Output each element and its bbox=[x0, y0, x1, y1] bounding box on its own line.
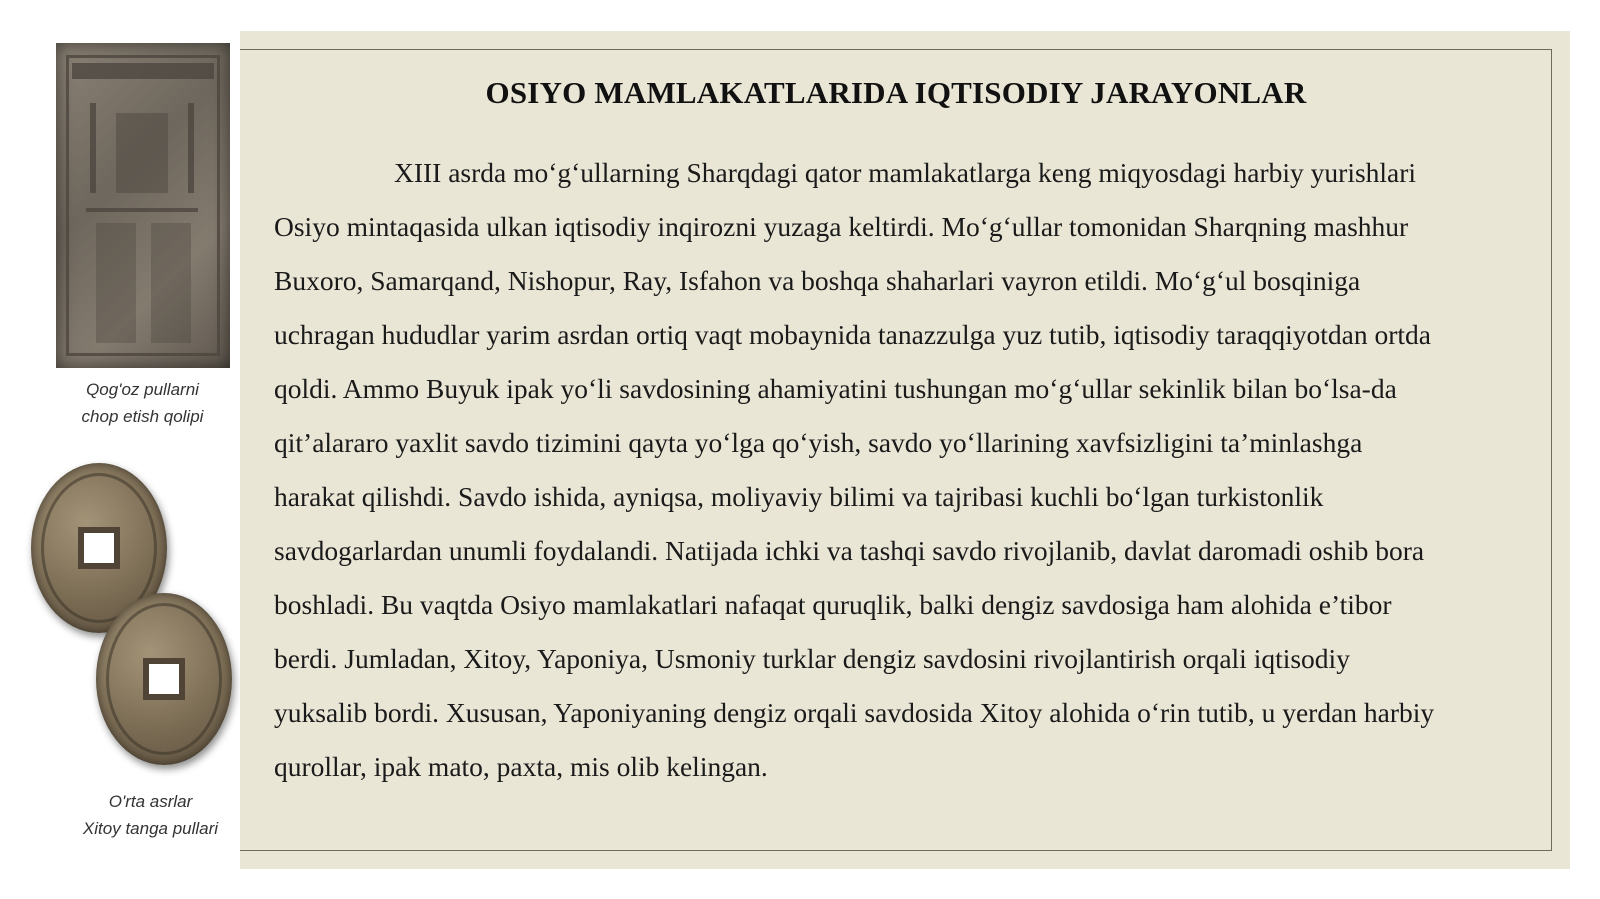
printing-block-text-area bbox=[96, 223, 136, 343]
caption-line: Qog'oz pullarni bbox=[86, 380, 199, 399]
paragraph-line: uchragan hududlar yarim asrdan ortiq vaqt mobaynida tanazzulga yuz tutib, iqtisodiy taraqqiyotdan ortda bbox=[274, 319, 1431, 350]
paragraph-line: Osiyo mintaqasida ulkan iqtisodiy inqirozni yuzaga keltirdi. Mo‘g‘ullar tomonidan Sharqning mashhur bbox=[274, 211, 1409, 242]
paper-money-printing-block-image bbox=[56, 43, 230, 368]
text-panel bbox=[240, 31, 1570, 869]
caption-line: O'rta asrlar bbox=[108, 792, 193, 811]
paragraph-line: savdogarlardan unumli foydalandi. Natijada ichki va tashqi savdo rivojlanib, davlat daromadi oshib bora bbox=[274, 535, 1425, 566]
printing-block-center-panel bbox=[116, 113, 168, 193]
printing-block-divider bbox=[86, 208, 198, 212]
coins-caption bbox=[48, 788, 253, 842]
printing-block-frame bbox=[66, 55, 220, 356]
page-title: OSIYO MAMLAKATLARIDA IQTISODIY JARAYONLAR bbox=[485, 75, 1307, 110]
paragraph-line: qoldi. Ammo Buyuk ipak yo‘li savdosining ahamiyatini tushungan mo‘g‘ullar sekinlik bilan bo‘lsa-da bbox=[274, 373, 1397, 404]
body-paragraph bbox=[274, 146, 1564, 794]
paragraph-line: harakat qilishdi. Savdo ishida, ayniqsa, moliyaviy bilimi va tajribasi kuchli bo‘lgan turkistonlik bbox=[274, 481, 1324, 512]
paragraph-line: boshladi. Bu vaqtda Osiyo mamlakatlari nafaqat quruqlik, balki dengiz savdosiga ham alohida e’tibor bbox=[274, 589, 1392, 620]
paragraph-line: qit’alararo yaxlit savdo tizimini qayta yo‘lga qo‘yish, savdo yo‘llarining xavfsizligini ta’minlashga bbox=[274, 427, 1363, 458]
printing-block-caption bbox=[40, 376, 245, 430]
printing-block-line bbox=[90, 103, 96, 193]
caption-line: chop etish qolipi bbox=[81, 407, 204, 426]
paragraph-line: qurollar, ipak mato, paxta, mis olib kelingan. bbox=[274, 751, 768, 782]
coin-square-hole bbox=[143, 658, 185, 700]
printing-block-text-area bbox=[151, 223, 191, 343]
chinese-coin-image bbox=[96, 593, 232, 765]
coin-square-hole bbox=[78, 527, 120, 569]
paragraph-line: XIII asrda mo‘g‘ullarning Sharqdagi qator mamlakatlarga keng miqyosdagi harbiy yurishlari bbox=[394, 157, 1417, 188]
printing-block-top-band bbox=[72, 63, 214, 79]
paragraph-line: yuksalib bordi. Xususan, Yaponiyaning dengiz orqali savdosida Xitoy alohida o‘rin tutib, u yerdan harbiy bbox=[274, 697, 1435, 728]
paragraph-line: Buxoro, Samarqand, Nishopur, Ray, Isfahon va boshqa shaharlari vayron etildi. Mo‘g‘ul bosqiniga bbox=[274, 265, 1361, 296]
printing-block-line bbox=[188, 103, 194, 193]
paragraph-line: berdi. Jumladan, Xitoy, Yaponiya, Usmoniy turklar dengiz savdosini rivojlantirish orqali iqtisodiy bbox=[274, 643, 1350, 674]
caption-line: Xitoy tanga pullari bbox=[82, 819, 219, 838]
